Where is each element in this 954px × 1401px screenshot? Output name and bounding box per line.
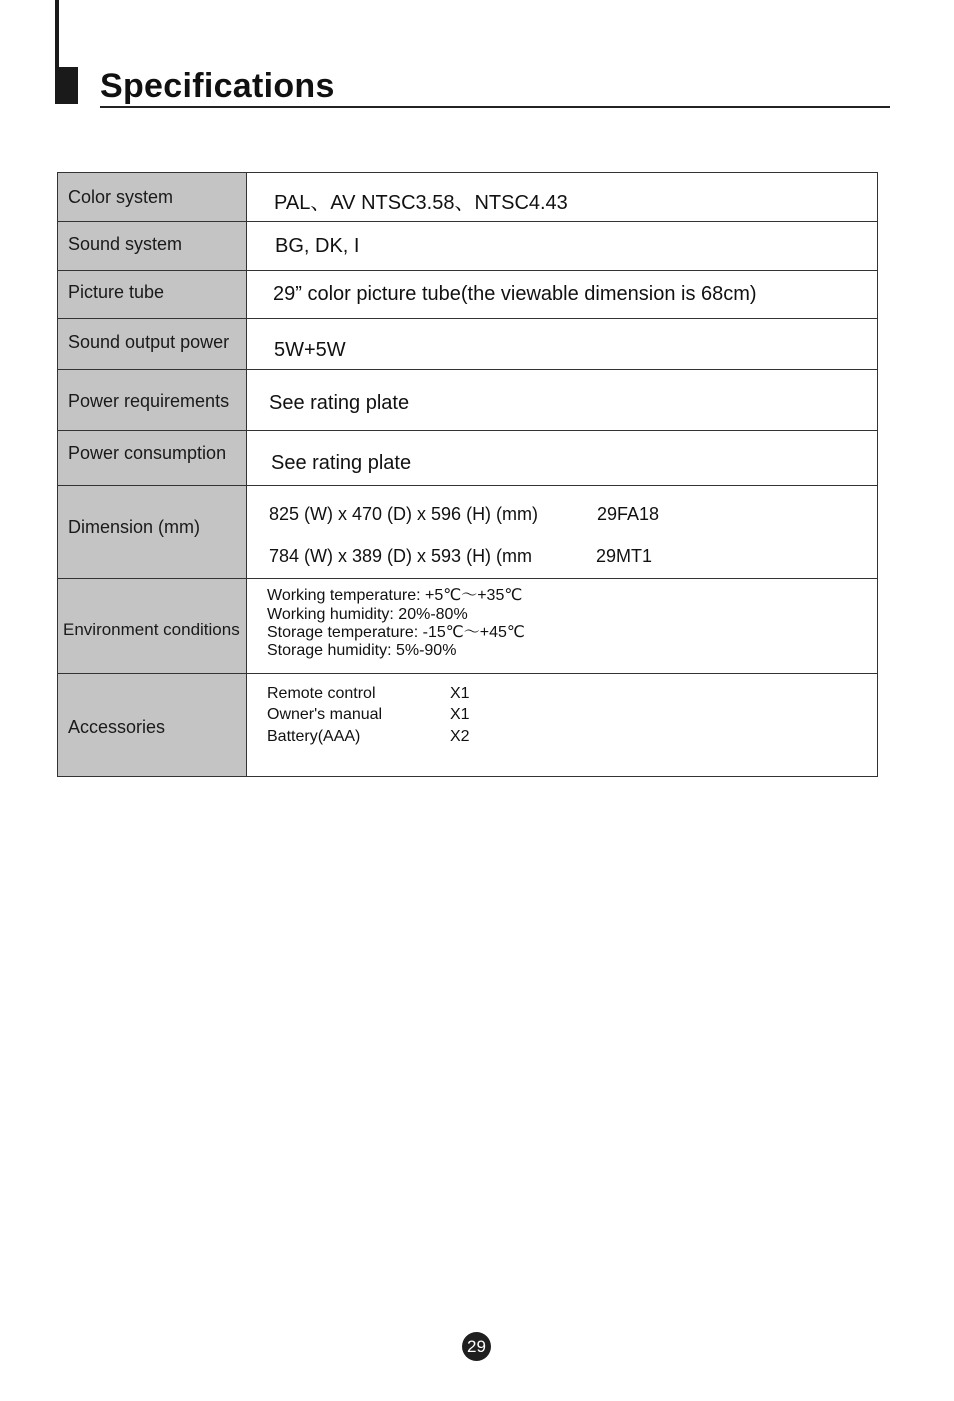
page-title: Specifications [100,67,335,105]
spec-label: Accessories [68,717,166,737]
spec-label: Dimension (mm) [68,517,201,537]
spec-label: Sound system [68,234,183,254]
spec-value: PAL、AV NTSC3.58、NTSC4.43 [274,192,568,214]
accessory-name: Remote control [267,685,376,702]
spec-row-accessories [57,673,878,777]
accessory-qty: X1 [450,706,470,723]
spec-value: See rating plate [269,392,410,414]
spec-label: Color system [68,187,174,207]
spec-value: 5W+5W [274,339,346,361]
environment-line: Working temperature: +5℃～+35℃ [267,587,523,604]
dimension-size: 784 (W) x 389 (D) x 593 (H) (mm [269,546,533,566]
spec-row-picture-tube [57,270,878,319]
environment-line: Storage humidity: 5%-90% [267,642,457,659]
spec-row-sound-system [57,221,878,271]
environment-line: Working humidity: 20%-80% [267,606,468,623]
spec-label: Sound output power [68,332,230,352]
spec-row-power-requirements [57,369,878,431]
spec-value: See rating plate [271,452,412,474]
dimension-model: 29MT1 [596,546,653,566]
spec-row-color-system [57,172,878,222]
accessory-qty: X2 [450,728,470,745]
spec-row-environment [57,578,878,674]
environment-line: Storage temperature: -15℃～+45℃ [267,624,525,641]
accessory-qty: X1 [450,685,470,702]
spec-label: Power consumption [68,443,227,463]
spec-row-sound-output-power [57,318,878,370]
spec-label: Picture tube [68,282,165,302]
header-accent-block [55,67,78,104]
dimension-size: 825 (W) x 470 (D) x 596 (H) (mm) [269,504,539,524]
spec-label: Environment conditions [63,620,240,639]
spec-value: BG, DK, I [275,235,360,257]
spec-row-dimension [57,485,878,579]
title-underline [100,106,890,108]
spec-row-power-consumption [57,430,878,486]
accessory-name: Battery(AAA) [267,728,361,745]
spec-value: 29” color picture tube(the viewable dimension is 68cm) [273,283,757,305]
spec-label: Power requirements [68,391,230,411]
page-number-badge: 29 [462,1332,491,1361]
accessory-name: Owner's manual [267,706,383,723]
dimension-model: 29FA18 [597,504,660,524]
